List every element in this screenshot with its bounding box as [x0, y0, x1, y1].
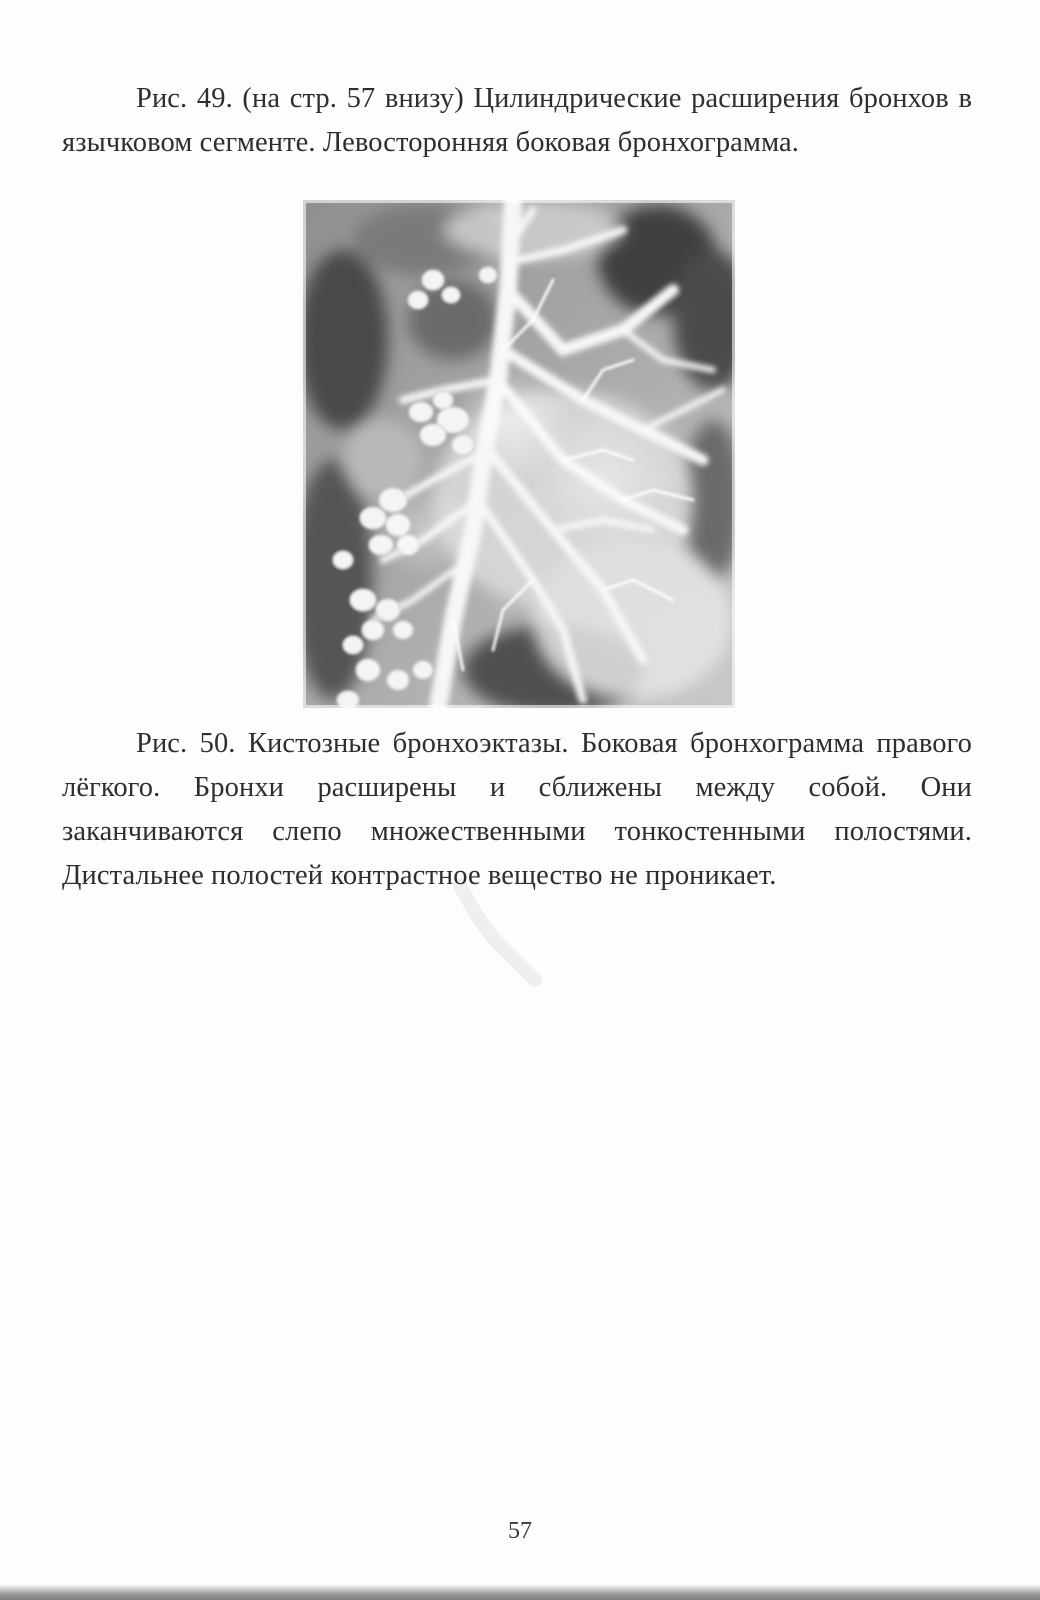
figure-50-caption-text: Рис. 50. Кистозные бронхоэктазы. Боковая бронхограмма правого лёгкого. Бронхи расширены и сближены между собой. Они заканчиваются слепо множественными тонкостенными полостями. Дистальнее полостей контрастное вещество не проникает. [62, 728, 972, 891]
figure-49-caption [62, 77, 972, 165]
bronchogram-xray-drawing [303, 200, 735, 708]
page-number: 57 [508, 1518, 532, 1544]
figure-50-bronchogram-image [303, 200, 735, 708]
show-through-smudge [440, 875, 550, 990]
figure-50-caption [62, 722, 972, 898]
figure-49-caption-text: Рис. 49. (на стр. 57 внизу) Цилиндрические расширения бронхов в язычковом сегменте. Левосторонняя боковая бронхограмма. [62, 83, 972, 158]
page-bottom-edge [0, 1585, 1040, 1600]
